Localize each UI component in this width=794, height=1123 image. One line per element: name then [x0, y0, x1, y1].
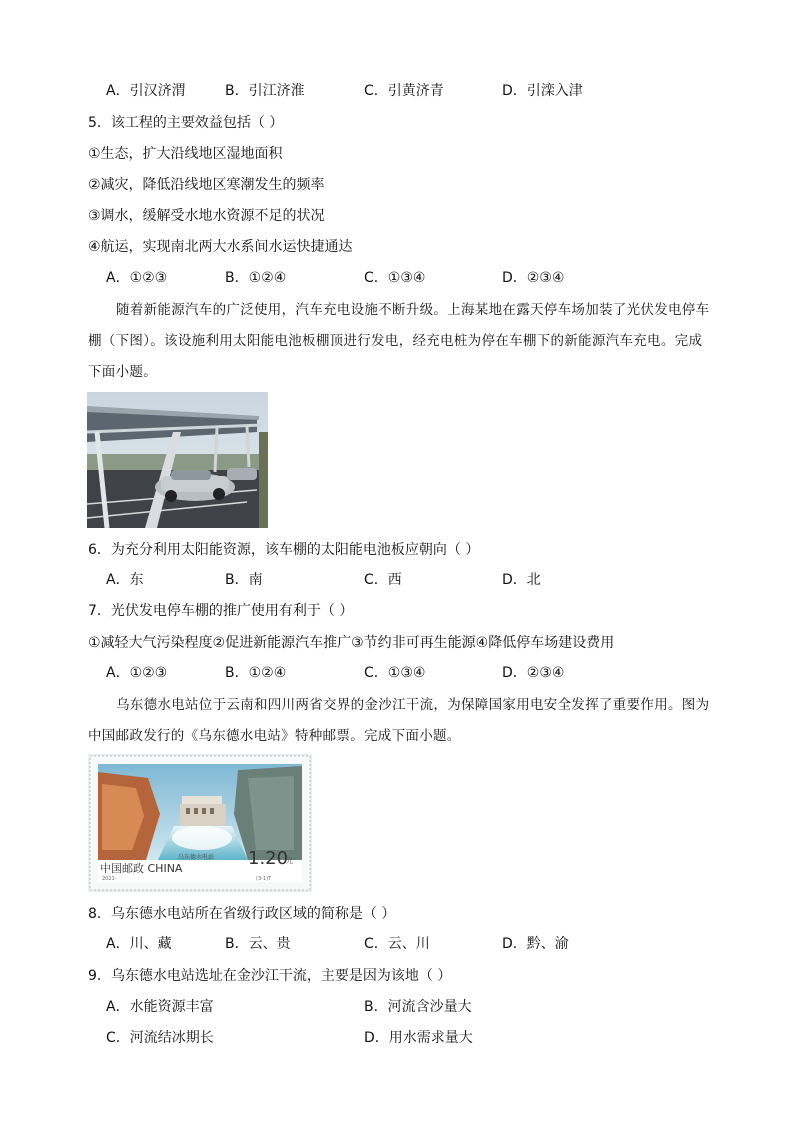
passage-solar-carport: 随着新能源汽车的广泛使用，汽车充电设施不断升级。上海某地在露天停车场加装了光伏发电停车棚（下图）。该设施利用太阳能电池板棚顶进行发电，经充电桩为停在车棚下的新能源汽车充电。完成下面小题。 — [88, 302, 710, 380]
q8-option-c[interactable]: C．云、川 — [364, 936, 430, 952]
q5-option-a[interactable]: A．①②③ — [106, 270, 168, 286]
q5-item-3: ③调水，缓解受水地水资源不足的状况 — [88, 208, 325, 224]
q7-option-a[interactable]: A．①②③ — [106, 665, 168, 681]
q7-option-c[interactable]: C．①③④ — [364, 665, 426, 681]
q6-option-b[interactable]: B．南 — [225, 572, 263, 588]
q8-option-a[interactable]: A．川、藏 — [106, 936, 172, 952]
q8-option-b[interactable]: B．云、贵 — [225, 936, 291, 952]
q4-option-d[interactable]: D．引滦入津 — [502, 83, 583, 99]
q5-item-4: ④航运，实现南北两大水系间水运快捷通达 — [88, 239, 353, 255]
q9-option-d[interactable]: D．用水需求量大 — [364, 1030, 473, 1046]
q5-stem: 5．该工程的主要效益包括（ ） — [88, 115, 284, 131]
q8-stem: 8．乌东德水电站所在省级行政区域的简称是（ ） — [88, 906, 396, 922]
q9-option-b[interactable]: B．河流含沙量大 — [364, 999, 472, 1015]
q5-option-b[interactable]: B．①②④ — [225, 270, 287, 286]
q4-option-a[interactable]: A．引汉济渭 — [106, 83, 186, 99]
q5-item-1: ①生态，扩大沿线地区湿地面积 — [88, 146, 283, 162]
q5-item-2: ②减灾，降低沿线地区寒潮发生的频率 — [88, 177, 325, 193]
q8-option-d[interactable]: D．黔、渝 — [502, 936, 569, 952]
passage-wudongde: 乌东德水电站位于云南和四川两省交界的金沙江干流，为保障国家用电安全发挥了重要作用。图为中国邮政发行的《乌东德水电站》特种邮票。完成下面小题。 — [88, 697, 710, 744]
q9-stem: 9．乌东德水电站选址在金沙江干流，主要是因为该地（ ） — [88, 968, 452, 984]
q5-option-c[interactable]: C．①③④ — [364, 270, 426, 286]
q4-option-b[interactable]: B．引江济淮 — [225, 83, 305, 99]
q6-option-c[interactable]: C．西 — [364, 572, 402, 588]
q6-option-d[interactable]: D．北 — [502, 572, 541, 588]
q9-option-c[interactable]: C．河流结冰期长 — [106, 1030, 214, 1046]
q9-option-a[interactable]: A．水能资源丰富 — [106, 999, 214, 1015]
stamp-year-code: 2021- — [102, 876, 117, 882]
stamp-serial: (3-1)T — [256, 876, 272, 882]
q7-stem: 7．光伏发电停车棚的推广使用有利于（ ） — [88, 603, 354, 619]
carport-illustration — [87, 392, 268, 528]
q6-option-a[interactable]: A．东 — [106, 572, 144, 588]
stamp-brand: 中国邮政 CHINA — [100, 862, 183, 875]
q7-option-b[interactable]: B．①②④ — [225, 665, 287, 681]
q4-option-c[interactable]: C．引黄济青 — [364, 83, 444, 99]
q7-option-d[interactable]: D．②③④ — [502, 665, 565, 681]
stamp-unit: 元 — [286, 857, 293, 865]
q6-stem: 6．为充分利用太阳能资源，该车棚的太阳能电池板应朝向（ ） — [88, 542, 480, 558]
wudongde-stamp — [88, 754, 312, 892]
stamp-small-title: 乌东德水电站 — [178, 854, 215, 861]
q5-option-d[interactable]: D．②③④ — [502, 270, 565, 286]
q7-items: ①减轻大气污染程度②促进新能源汽车推广③节约非可再生能源④降低停车场建设费用 — [88, 635, 615, 651]
carport-photo — [87, 392, 268, 528]
stamp-face-value: 1.20 — [248, 848, 289, 869]
